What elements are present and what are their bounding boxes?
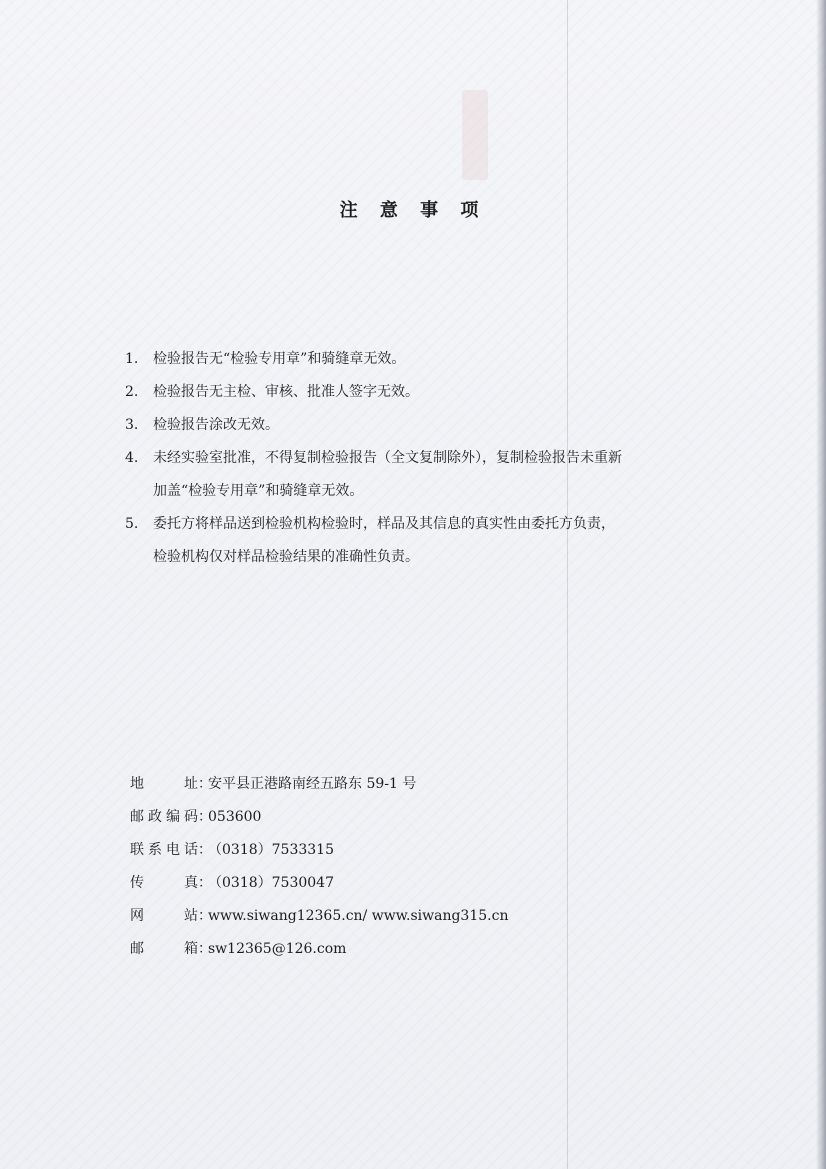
note-item	[125, 343, 725, 376]
note-line: 检验报告涂改无效。	[153, 417, 279, 433]
contact-colon: ：	[198, 842, 212, 858]
note-item	[125, 409, 725, 442]
contact-label: 邮政编码	[130, 809, 198, 825]
contact-label: 传真	[130, 875, 198, 891]
note-line: 加盖“检验专用章”和骑缝章无效。	[153, 483, 364, 499]
contact-email	[130, 933, 508, 966]
contact-value: （0318）7530047	[208, 875, 334, 891]
contact-label: 地址	[130, 776, 198, 792]
contact-address	[130, 768, 508, 801]
contact-value: （0318）7533315	[208, 842, 334, 858]
page-edge-shadow	[816, 0, 826, 1169]
contact-colon: ：	[198, 776, 212, 792]
note-line: 委托方将样品送到检验机构检验时，样品及其信息的真实性由委托方负责，	[153, 516, 615, 532]
note-line: 未经实验室批准，不得复制检验报告（全文复制除外），复制检验报告未重新	[153, 450, 622, 466]
note-number: 1.	[125, 351, 139, 367]
contact-colon: ：	[198, 875, 212, 891]
contact-postcode	[130, 801, 508, 834]
page-title: 注 意 事 项	[339, 200, 487, 221]
fold-line	[567, 0, 568, 1169]
contact-phone	[130, 834, 508, 867]
note-line: 检验机构仅对样品检验结果的准确性负责。	[153, 549, 419, 565]
contact-value: 安平县正港路南经五路东 59-1 号	[208, 776, 417, 792]
faint-stamp-mark	[462, 90, 488, 180]
contact-label: 邮箱	[130, 941, 198, 957]
contact-website	[130, 900, 508, 933]
note-number: 4.	[125, 450, 139, 466]
note-item	[125, 442, 725, 508]
contact-label: 网站	[130, 908, 198, 924]
contact-colon: ：	[198, 809, 212, 825]
contact-colon: ：	[198, 908, 212, 924]
note-item	[125, 508, 725, 574]
contact-fax	[130, 867, 508, 900]
contact-value: www.siwang12365.cn/ www.siwang315.cn	[208, 908, 509, 924]
contact-colon: ：	[198, 941, 212, 957]
note-number: 5.	[125, 516, 139, 532]
contact-value: sw12365@126.com	[208, 941, 347, 957]
note-item	[125, 376, 725, 409]
note-line: 检验报告无“检验专用章”和骑缝章无效。	[153, 351, 406, 367]
notes-list	[125, 343, 725, 574]
contact-info	[130, 768, 508, 966]
note-line: 检验报告无主检、审核、批准人签字无效。	[153, 384, 419, 400]
contact-value: 053600	[208, 809, 262, 825]
note-number: 2.	[125, 384, 139, 400]
note-number: 3.	[125, 417, 139, 433]
contact-label: 联系电话	[130, 842, 198, 858]
